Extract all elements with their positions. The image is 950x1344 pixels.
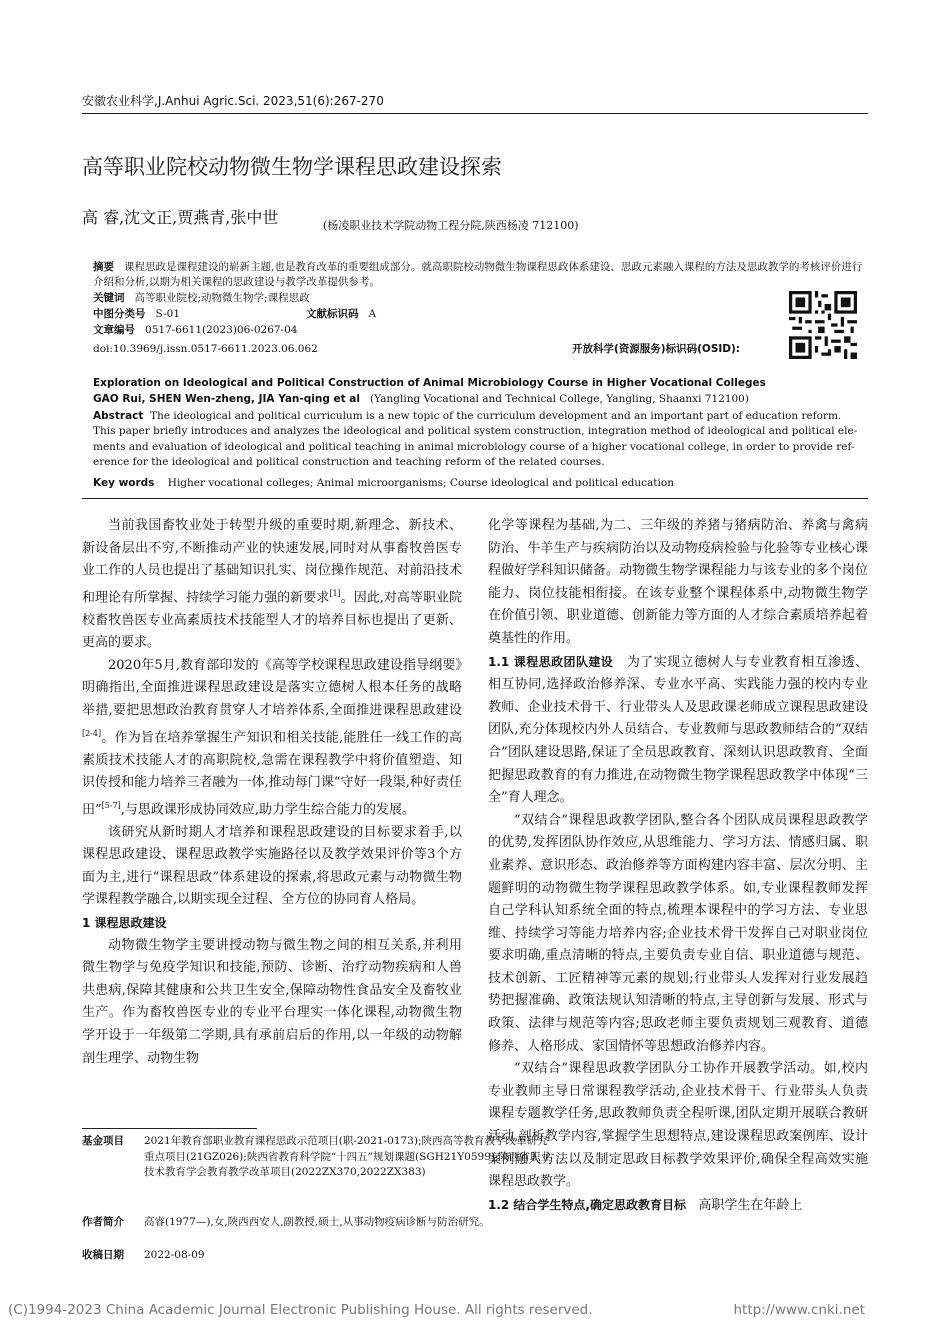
english-keywords-text: Higher vocational colleges; Animal microorganisms; Course ideological and political education bbox=[167, 477, 674, 489]
english-abstract-line: ments and evaluation of ideological and political teaching in animal microbiology course of a higher vocational college, in order to provide ref- bbox=[93, 440, 855, 453]
paragraph: 1.2 结合学生特点,确定思政教育目标 高职学生在年龄上 bbox=[488, 1197, 803, 1213]
paragraph: 该研究从新时期人才培养和课程思政建设的目标要求着手,以课程思政建设、课程思政教学实施路径以及教学效果评价等3个方面为主,进行“课程思政”体系建设的探索,将思政元素与动物微生物学课程教学融合,以期实现全过程、全方位的协同育人格局。 bbox=[82, 824, 462, 908]
paragraph: 动物微生物学主要讲授动物与微生物之间的相互关系,并利用微生物学与免疫学知识和技能,预防、诊断、治疗动物疾病和人兽共患病,保障其健康和公共卫生安全,保障动物性食品安全及畜牧业生产。作为畜牧兽医专业的专业平台理实一体化课程,动物微生物学开设于一年级第二学期,具有承前启后的作用,以一年级的动物解剖生理学、动物生物 bbox=[82, 937, 462, 1066]
cnki-link[interactable]: http://www.cnki.net bbox=[733, 1302, 865, 1318]
copyright-text: (C)1994-2023 China Academic Journal Electronic Publishing House. All rights reserved. bbox=[8, 1302, 593, 1318]
header-rule bbox=[82, 113, 868, 114]
body-column-right bbox=[488, 515, 868, 1217]
qr-code-icon[interactable] bbox=[789, 291, 857, 359]
running-head: 安徽农业科学,J.Anhui Agric.Sci. 2023,51(6):267-270 bbox=[82, 94, 384, 108]
citation[interactable]: [1] bbox=[329, 588, 341, 598]
article-number-value: 0517-6611(2023)06-0267-04 bbox=[145, 324, 298, 336]
footnote-rule bbox=[82, 1128, 257, 1129]
english-abstract-line: The ideological and political curriculum is a new topic of the curriculum development and an important part of education reform. bbox=[150, 410, 842, 422]
english-title-text: Exploration on Ideological and Political Construction of Animal Microbiology Course in Higher Vocational Colleges bbox=[93, 377, 766, 389]
clc-value: S-01 bbox=[155, 308, 181, 320]
footnote-date bbox=[82, 1248, 462, 1264]
english-authors-line bbox=[93, 392, 873, 407]
article-number-label: 文章编号 bbox=[93, 324, 135, 336]
footnote-text: 高睿(1977—),女,陕西西安人,副教授,硕士,从事动物疫病诊断与防治研究。 bbox=[144, 1216, 490, 1228]
article-title: 高等职业院校动物微生物学课程思政建设探索 bbox=[82, 155, 502, 179]
english-abstract-line: erence for the ideological and political construction and teaching reform of the related courses. bbox=[93, 456, 605, 469]
paragraph: “双结合”课程思政教学团队,整合各个团队成员课程思政教学的优势,发挥团队协作效应,从思维能力、学习方法、情感归属、职业素养、意识形态、政治修养等方面构建内容丰富、层次分明、主题鲜明的动物微生物学课程思政教学体系。如,专业课程教师发挥自己学科认知系统全面的特点,梳理本课程中的学习方法、专业思维、持续学习等能力培养内容;企业技术骨干发挥自己对职业岗位要求明确,重点清晰的特点,主要负责专业自信、职业道德与规范、技术创新、工匠精神等元素的规划;行业带头人发挥对行业发展趋势把握准确、政策法规认知清晰的特点,主导创新与发展、形式与政策、法律与规范等内容;思政老师主要负责规划三观教育、道德修养、人格形成、家国情怀等思想政治修养内容。 bbox=[488, 812, 868, 1054]
paragraph: 1.1 课程思政团队建设 为了实现立德树人与专业教育相互渗透、相互协同,选择政治修养深、专业水平高、实践能力强的校内专业教师、企业技术骨干、行业带头人及思政课老师成立课程思政建设团队,充分体现校内外人员结合、专业教师与思政教师结合的“双结合”团队建设思路,保证了全员思政教育、深刻认识思政教育、全面把握思政教育的有力推进,在动物微生物学课程思政教学中体现“三全”育人理念。 bbox=[488, 654, 868, 806]
affiliation: (杨凌职业技术学院动物工程分院,陕西杨凌 712100) bbox=[323, 219, 579, 232]
footnote-label: 作者简介 bbox=[82, 1216, 124, 1228]
section-heading: 1 课程思政建设 bbox=[82, 916, 167, 931]
keywords-label: 关键词 bbox=[93, 292, 125, 304]
english-authors: GAO Rui, SHEN Wen-zheng, JIA Yan-qing et al bbox=[93, 393, 360, 405]
paragraph: 当前我国畜牧业处于转型升级的重要时期,新理念、新技术、新设备层出不穷,不断推动产业的快速发展,同时对从事畜牧兽医专业工作的人员也提出了基础知识扎实、岗位操作规范、对前沿技术和理论有所掌握、持续学习能力强的新要求[1]。因此,对高等职业院校畜牧兽医专业高素质技术技能型人才的培养目标也提出了更新、更高的要求。 bbox=[82, 518, 462, 651]
paragraph: 2020年5月,教育部印发的《高等学校课程思政建设指导纲要》明确指出,全面推进课程思政建设是落实立德树人根本任务的战略举措,要把思想政治教育贯穿人才培养体系,全面推进课程思政建设[2-4]。作为旨在培养掌握生产知识和相关技能,能胜任一线工作的高素质技术技能人才的高职院校,急需在课程教学中将价值塑造、知识传授和能力培养三者融为一体,推动每门课“守好一段渠,种好责任田”[5-7],与思政课形成协同效应,助力学生综合能力的发展。 bbox=[82, 657, 462, 818]
footnote-text: 2021年教育部职业教育课程思政示范项目(职-2021-0173);陕西高等教育教学改革研究重点项目(21GZ026);陕西省教育科学院“十四五”规划课题(SGH21Y0599);陕西省职业技术教育学会教育教学改革项目(2022ZX370,2022ZX383) bbox=[144, 1135, 552, 1178]
english-keywords bbox=[93, 476, 873, 491]
english-affiliation: (Yangling Vocational and Technical College, Yangling, Shaanxi 712100) bbox=[370, 393, 749, 405]
keywords-cn bbox=[93, 291, 310, 306]
doc-code-label: 文献标识码 bbox=[306, 308, 359, 320]
subsection-heading: 1.2 结合学生特点,确定思政教育目标 bbox=[488, 1197, 686, 1212]
english-keywords-label: Key words bbox=[93, 477, 155, 489]
english-title bbox=[93, 376, 873, 391]
article-number-line bbox=[93, 323, 297, 338]
clc-label: 中图分类号 bbox=[93, 308, 146, 320]
abstract-label: 摘要 bbox=[93, 261, 114, 273]
footnote-label: 收稿日期 bbox=[82, 1249, 124, 1261]
english-abstract-label: Abstract bbox=[93, 410, 144, 422]
body-column-left bbox=[82, 515, 462, 1070]
abstract-cn bbox=[93, 260, 863, 290]
abstract-divider bbox=[82, 498, 868, 499]
footnote-text: 2022-08-09 bbox=[144, 1249, 205, 1261]
english-abstract bbox=[93, 409, 873, 471]
paragraph: 化学等课程为基础,为二、三年级的养猪与猪病防治、养禽与禽病防治、牛羊生产与疾病防治以及动物疫病检验与化验等专业核心课程做好学科知识储备。动物微生物学课程能力与该专业的多个岗位能力、岗位技能相衔接。在该专业整个课程体系中,动物微生物学在价值引领、职业道德、创新能力等方面的人才综合素质培养起着奠基性的作用。 bbox=[488, 518, 868, 646]
osid-label: 开放科学(资源服务)标识码(OSID): bbox=[572, 343, 741, 355]
citation[interactable]: [5-7] bbox=[101, 800, 121, 810]
abstract-text: 课程思政是课程建设的崭新主题,也是教育改革的重要组成部分。就高职院校动物微生物课程思政体系建设、思政元素融入课程的方法及思政教学的考核评价进行介绍和分析,以期为相关课程的思政建设与教学改革提供参考。 bbox=[93, 261, 863, 288]
author-list: 高 睿,沈文正,贾燕青,张中世 bbox=[82, 208, 279, 227]
english-abstract-line: This paper briefly introduces and analyzes the ideological and political system construction, integration method of ideological and political ele- bbox=[93, 425, 858, 438]
doc-code-value: A bbox=[368, 308, 377, 320]
doi[interactable]: doi:10.3969/j.issn.0517-6611.2023.06.062 bbox=[93, 343, 318, 355]
subsection-heading: 1.1 课程思政团队建设 bbox=[488, 654, 614, 669]
footnote-author bbox=[82, 1215, 490, 1247]
footnote-fund bbox=[82, 1134, 552, 1194]
keywords-text: 高等职业院校;动物微生物学;课程思政 bbox=[134, 292, 310, 304]
doc-code-line bbox=[306, 307, 376, 322]
classification-line bbox=[93, 307, 180, 322]
footnote-label: 基金项目 bbox=[82, 1135, 124, 1147]
paragraph: “双结合”课程思政教学团队分工协作开展教学活动。如,校内专业教师主导日常课程教学活动,企业技术骨干、行业带头人负责课程专题教学任务,思政教师负责全程听课,团队定期开展联合教研活动,剖析教学内容,掌握学生思想特点,建设课程思政案例库、设计案例融入方法以及制定思政目标教学效果评价,确保全程高效实施课程思政教学。 bbox=[488, 1061, 868, 1190]
citation[interactable]: [2-4] bbox=[82, 728, 102, 738]
